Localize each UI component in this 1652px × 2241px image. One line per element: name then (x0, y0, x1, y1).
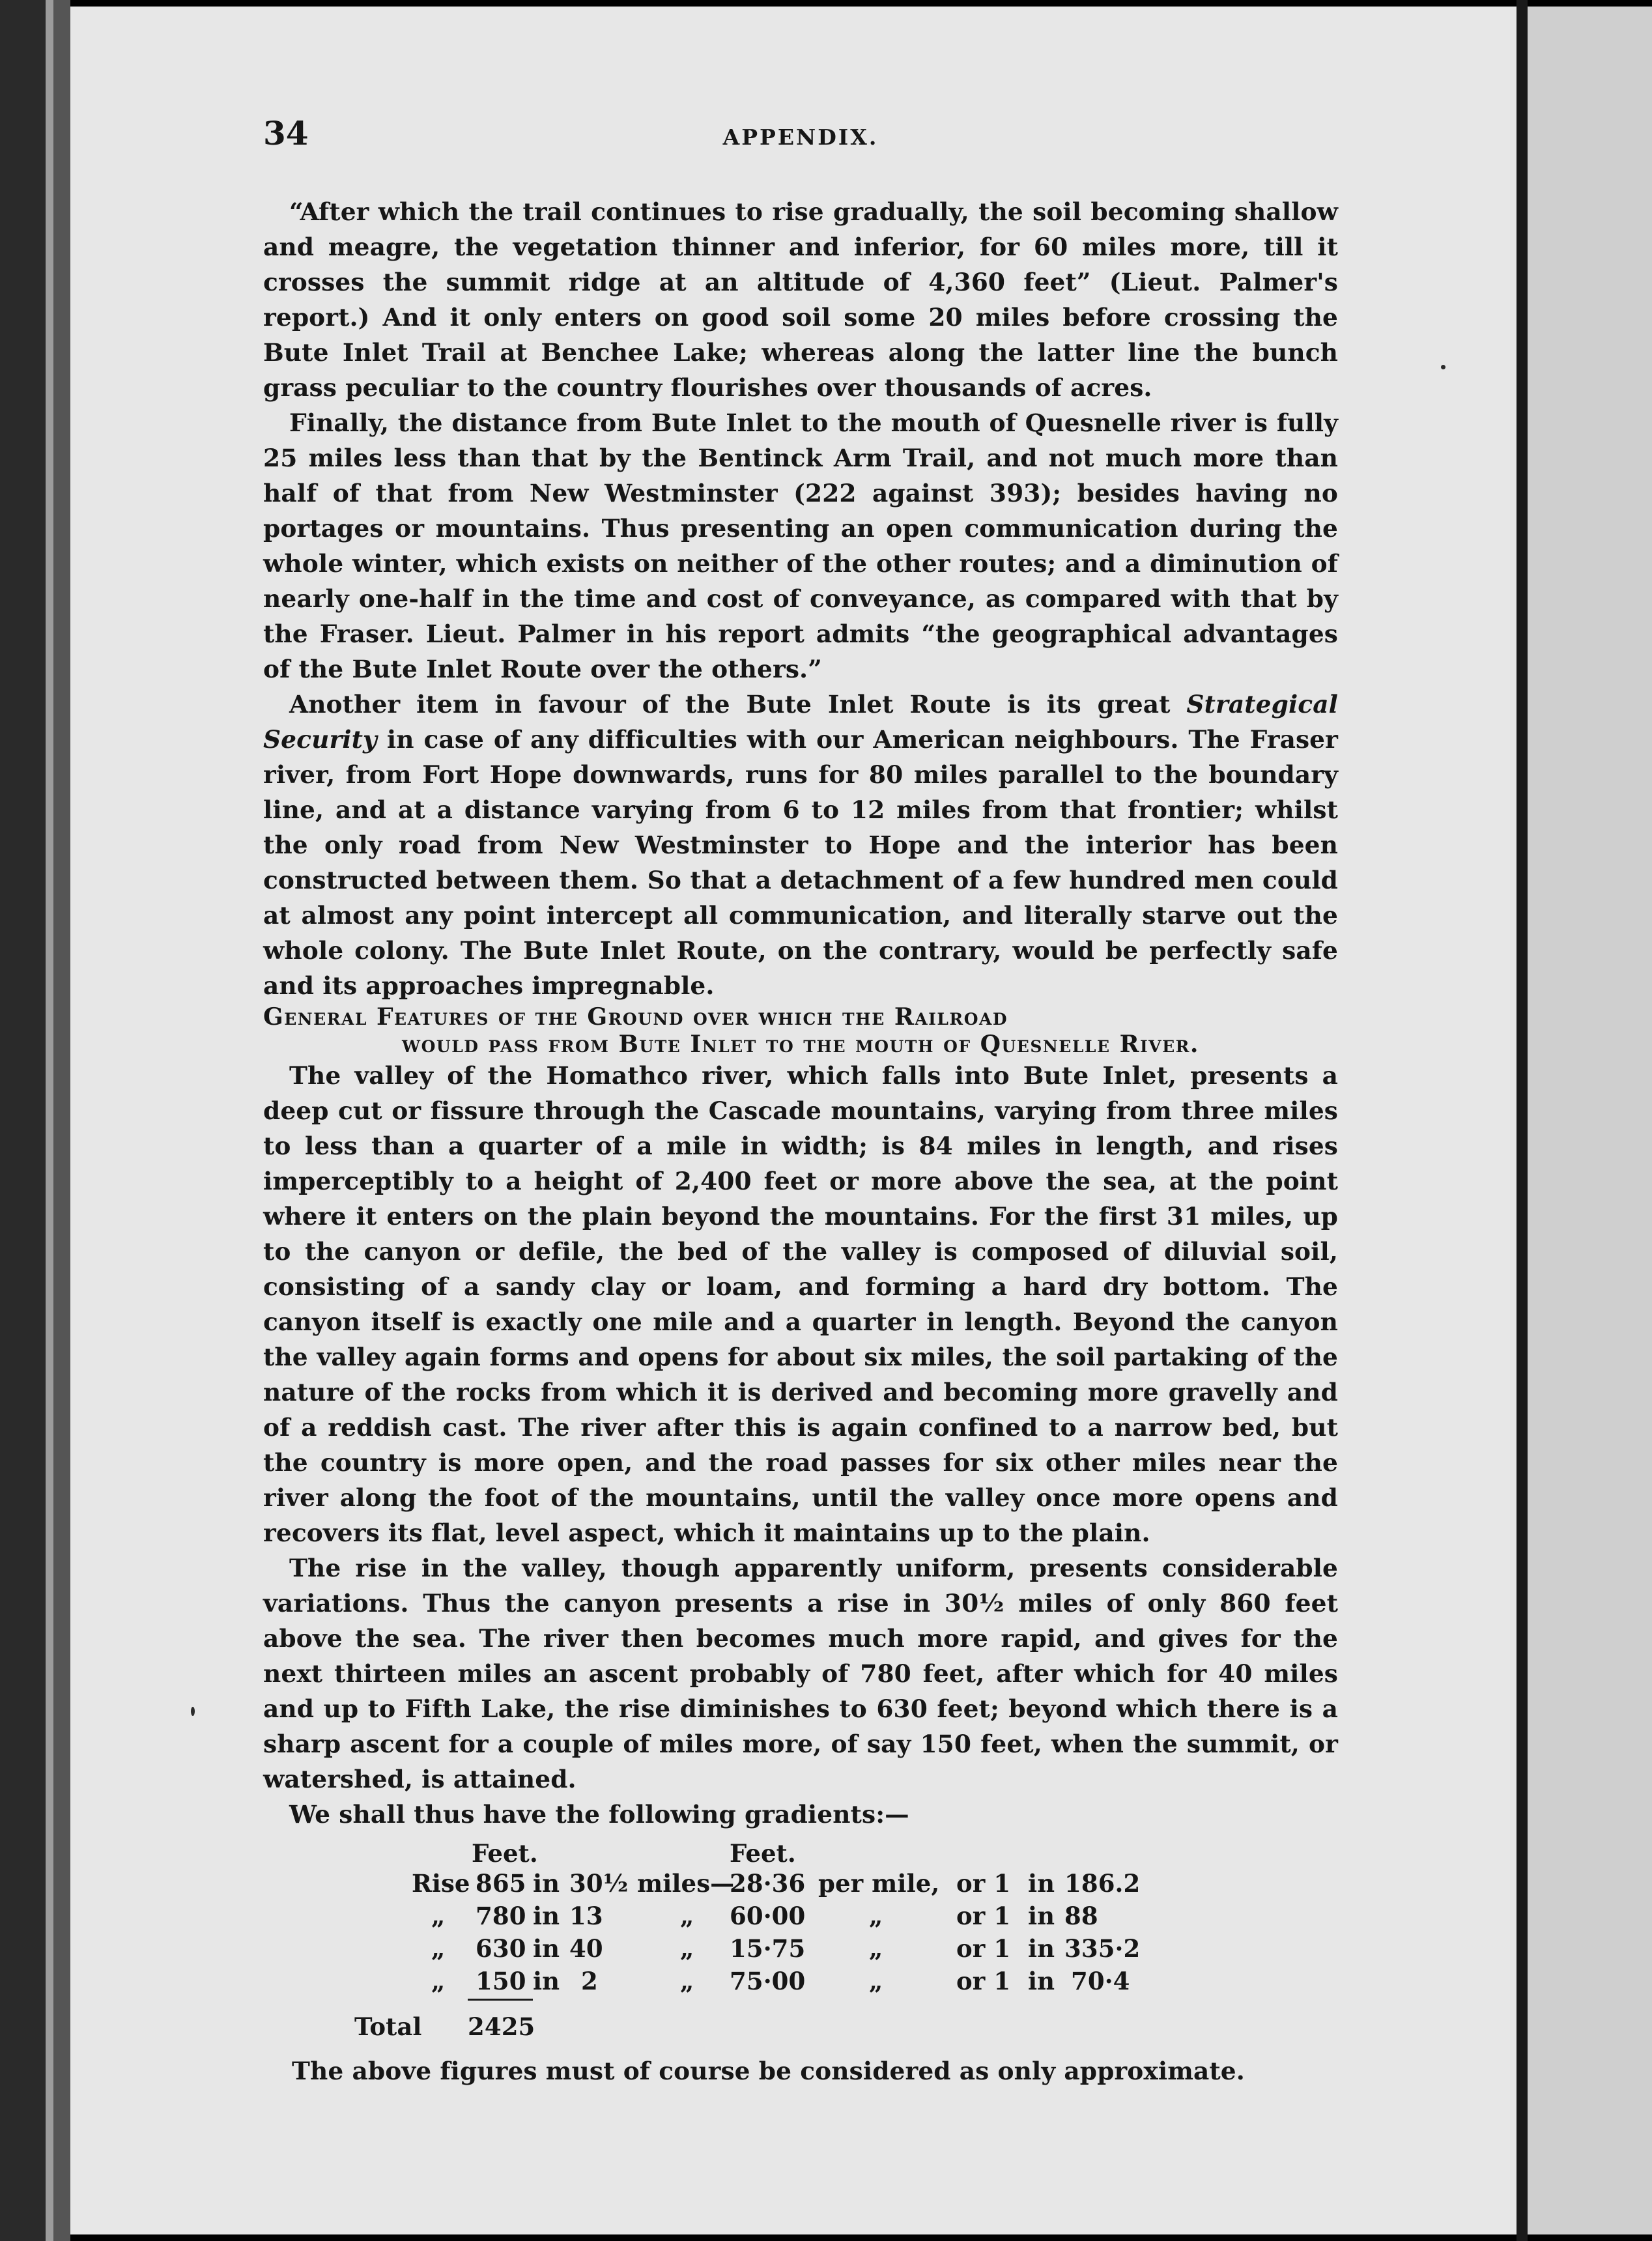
paragraph: Finally, the distance from Bute Inlet to the mouth of Quesnelle river is fully 25 miles less than that by the Bentinck Arm Trail, and not much more than half of that from New Westminster (222 against 393); besides having no portages or mountains. Thus presenting an open communication during the whole winter, which exists on neither of the other routes; and a diminution of nearly one-half in the time and cost of conveyance, as compared with that by the Fraser. Lieut. Palmer in his report admits “the geographical advantages of the Bute Inlet Route over the others.” (263, 408, 1338, 683)
row-in: in (533, 1934, 560, 1963)
row-miles: 2 (581, 1967, 598, 1995)
column-header-feet: Feet. (472, 1839, 538, 1868)
total-label: Total (354, 2012, 422, 2041)
page-header (263, 114, 1338, 166)
gradient-table (263, 1836, 1338, 2051)
section-heading-line-1: General Features of the Ground over which the Railroad (263, 1003, 1008, 1031)
row-feet: 780 (476, 1902, 526, 1930)
row-in: in (533, 1902, 560, 1930)
row-lead: „ (431, 1967, 446, 1995)
row-in: in (533, 1869, 560, 1898)
row-unit: „ (680, 1902, 694, 1930)
row-lead: „ (431, 1902, 446, 1930)
row-ratio: 335·2 (1064, 1934, 1141, 1963)
print-speck (191, 1707, 195, 1716)
row-in2: in (1028, 1934, 1055, 1963)
row-in2: in (1028, 1869, 1055, 1898)
running-head: APPENDIX. (722, 124, 879, 150)
row-ratio: 70·4 (1071, 1967, 1130, 1995)
page-fold (1517, 0, 1528, 2241)
row-unit: „ (680, 1934, 694, 1963)
closing-note: The above figures must of course be considered as only approximate. (292, 2057, 1245, 2085)
row-per: 60·00 (730, 1902, 806, 1930)
row-ratio: 186.2 (1064, 1869, 1141, 1898)
paragraph: “After which the trail continues to rise gradually, the soil becoming shallow and meagre, the vegetation thinner and inferior, for 60 miles more, till it crosses the summit ridge at an altitude of 4,360 feet” (Lieut. Palmer's report.) And it only enters on good soil some 20 miles before crossing the Bute Inlet Trail at Benchee Lake; whereas along the latter line the bunch grass peculiar to the country flourishes over thousands of acres. (263, 197, 1338, 402)
paragraph-strategical (263, 687, 1338, 1003)
row-per: 15·75 (730, 1934, 806, 1963)
sum-rule (468, 1999, 533, 2001)
row-or: or 1 (956, 1967, 1011, 1995)
row-in2: in (1028, 1902, 1055, 1930)
page-number: 34 (263, 114, 309, 152)
row-per: 75·00 (730, 1967, 806, 1995)
total-value: 2425 (468, 2012, 535, 2041)
paragraph: The rise in the valley, though apparently uniform, presents considerable variations. Thus the canyon presents a rise in 30½ miles of only 860 feet above the sea. The river then becomes much more rapid, and gives for the next thirteen miles an ascent probably of 780 feet, after which for 40 miles and up to Fifth Lake, the rise diminishes to 630 feet; beyond which there is a sharp ascent for a couple of miles more, of say 150 feet, when the summit, or watershed, is attained. (263, 1554, 1338, 1793)
row-feet: 630 (476, 1934, 526, 1963)
row-per: 28·36 (730, 1869, 806, 1898)
paragraph: The valley of the Homathco river, which falls into Bute Inlet, presents a deep cut or fissure through the Cascade mountains, varying from three miles to less than a quarter of a mile in width; is 84 miles in length, and rises imperceptibly to a height of 2,400 feet or more above the sea, at the point where it enters on the plain beyond the mountains. For the first 31 miles, up to the canyon or defile, the bed of the valley is composed of diluvial soil, consisting of a sandy clay or loam, and forming a hard dry bottom. The canyon itself is exactly one mile and a quarter in length. Beyond the canyon the valley again forms and opens for about six miles, the soil partaking of the nature of the rocks from which it is derived and becoming more gravelly and of a reddish cast. The river after this is again confined to a narrow bed, but the country is more open, and the road passes for six other miles near the river along the foot of the mountains, until the valley once more opens and recovers its flat, level aspect, which it maintains up to the plain. (263, 1061, 1338, 1547)
row-or: or 1 (956, 1934, 1011, 1963)
row-or: or 1 (956, 1902, 1011, 1930)
row-per-mile: „ (869, 1934, 883, 1963)
row-in2: in (1028, 1967, 1055, 1995)
column-header-feet: Feet. (730, 1839, 796, 1868)
text-run: in case of any difficulties with our American neighbours. The Fraser river, from Fort Hope downwards, runs for 80 miles parallel to the boundary line, and at a distance varying from 6 to 12 miles from that frontier; whilst the only road from New Westminster to Hope and the interior has been constructed between them. So that a detachment of a few hundred men could at almost any point intercept all communication, and literally starve out the whole colony. The Bute Inlet Route, on the contrary, would be perfectly safe and its approaches impregnable. (263, 725, 1338, 1000)
text-run: Another item in favour of the Bute Inlet Route is its great (289, 690, 1187, 719)
row-miles: 40 (569, 1934, 603, 1963)
scan-border-left (0, 0, 46, 2241)
row-miles: 13 (569, 1902, 603, 1930)
row-in: in (533, 1967, 560, 1995)
body-text (263, 194, 1338, 2089)
row-feet: 865 (476, 1869, 526, 1898)
facing-page-edge (1528, 7, 1652, 2234)
page-edge-shadow (46, 0, 53, 2241)
row-miles: 30½ (569, 1869, 629, 1898)
row-or: or 1 (956, 1869, 1011, 1898)
row-feet: 150 (476, 1967, 526, 1995)
row-lead: „ (431, 1934, 446, 1963)
row-unit: miles— (637, 1869, 735, 1898)
row-per-mile: „ (869, 1967, 883, 1995)
row-ratio: 88 (1064, 1902, 1098, 1930)
row-per-mile: per mile, (818, 1869, 940, 1898)
row-per-mile: „ (869, 1902, 883, 1930)
italic-phrase: Strategical Security (263, 690, 1338, 754)
print-speck (1441, 365, 1445, 369)
row-unit: „ (680, 1967, 694, 1995)
section-heading (263, 1003, 1338, 1058)
row-lead: Rise (412, 1869, 470, 1898)
section-heading-line-2: would pass from Bute Inlet to the mouth of Quesnelle River. (402, 1031, 1199, 1058)
paragraph-intro-table: We shall thus have the following gradients:— (289, 1800, 909, 1829)
gutter-shadow (53, 0, 70, 2241)
